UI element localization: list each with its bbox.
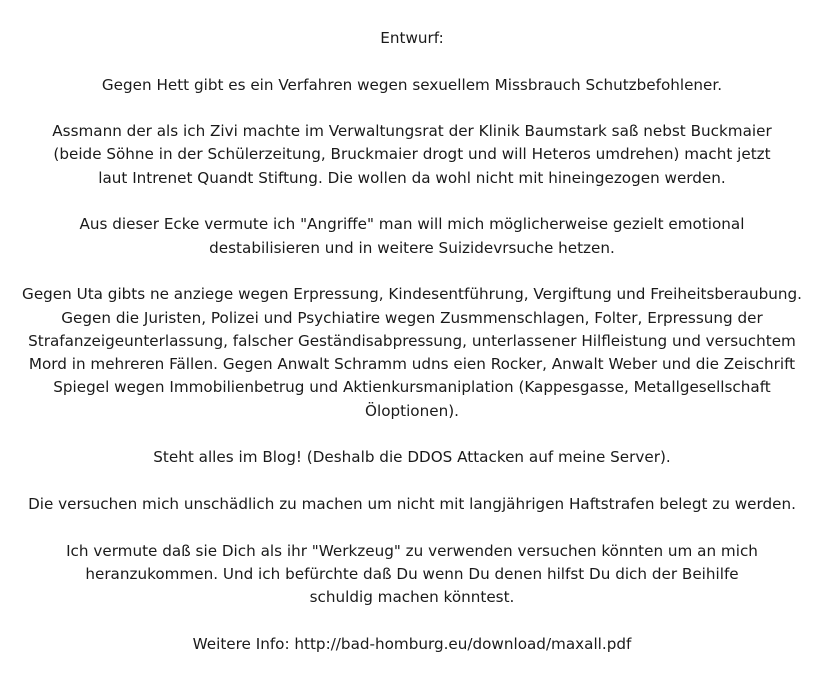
text-line: Gegen Uta gibts ne anziege wegen Erpressung, Kindesentführung, Vergiftung und Freiheitsberaubung. — [22, 285, 802, 304]
paragraph-hett — [0, 74, 824, 97]
paragraph-assmann — [0, 120, 824, 190]
text-line: Ich vermute daß sie Dich als ihr "Werkzeug" zu verwenden versuchen könnten um an mich — [66, 541, 758, 560]
text-line: Gegen Hett gibt es ein Verfahren wegen sexuellem Missbrauch Schutzbefohlener. — [101, 75, 723, 94]
text-line: Öloptionen). — [365, 401, 459, 420]
paragraph-uta — [0, 283, 824, 423]
document-title: Entwurf: — [380, 29, 444, 47]
paragraph-info — [0, 633, 824, 656]
text-line: Assmann der als ich Zivi machte im Verwaltungsrat der Klinik Baumstark saß nebst Buckmaier — [52, 122, 772, 141]
paragraph-angriffe — [0, 213, 824, 260]
text-line: Mord in mehreren Fällen. Gegen Anwalt Schramm udns eien Rocker, Anwalt Weber und die Zeischrift — [28, 355, 796, 374]
text-line: Spiegel wegen Immobilienbetrug und Aktienkursmaniplation (Kappesgasse, Metallgesellschaft — [53, 378, 771, 397]
text-line: schuldig machen könntest. — [309, 588, 515, 607]
text-line: heranzukommen. Und ich befürchte daß Du wenn Du denen hilfst Du dich der Beihilfe — [85, 564, 739, 583]
document-title-paragraph — [0, 27, 824, 50]
text-line: Die versuchen mich unschädlich zu machen um nicht mit langjährigen Haftstrafen belegt zu werden. — [28, 494, 796, 513]
text-line: Steht alles im Blog! (Deshalb die DDOS Attacken auf meine Server). — [153, 448, 671, 467]
paragraph-werkzeug — [0, 540, 824, 610]
text-line: laut Intrenet Quandt Stiftung. Die wollen da wohl nicht mit hineingezogen werden. — [98, 168, 726, 187]
text-line: Strafanzeigeunterlassung, falscher Geständisabpressung, unterlassener Hilfleistung und versuchtem — [28, 331, 796, 350]
paragraph-blog — [0, 446, 824, 469]
text-line: (beide Söhne in der Schülerzeitung, Bruckmaier drogt und will Heteros umdrehen) macht jetzt — [53, 145, 771, 164]
text-line: Aus dieser Ecke vermute ich "Angriffe" man will mich möglicherweise gezielt emotional — [79, 215, 745, 234]
text-line: destabilisieren und in weitere Suizidevrsuche hetzen. — [209, 238, 615, 257]
text-line: Gegen die Juristen, Polizei und Psychiatire wegen Zusmmenschlagen, Folter, Erpressung der — [61, 308, 763, 327]
document-body — [0, 27, 824, 656]
paragraph-haftstrafen — [0, 493, 824, 516]
info-link-line: Weitere Info: http://bad-homburg.eu/download/maxall.pdf — [192, 634, 632, 653]
